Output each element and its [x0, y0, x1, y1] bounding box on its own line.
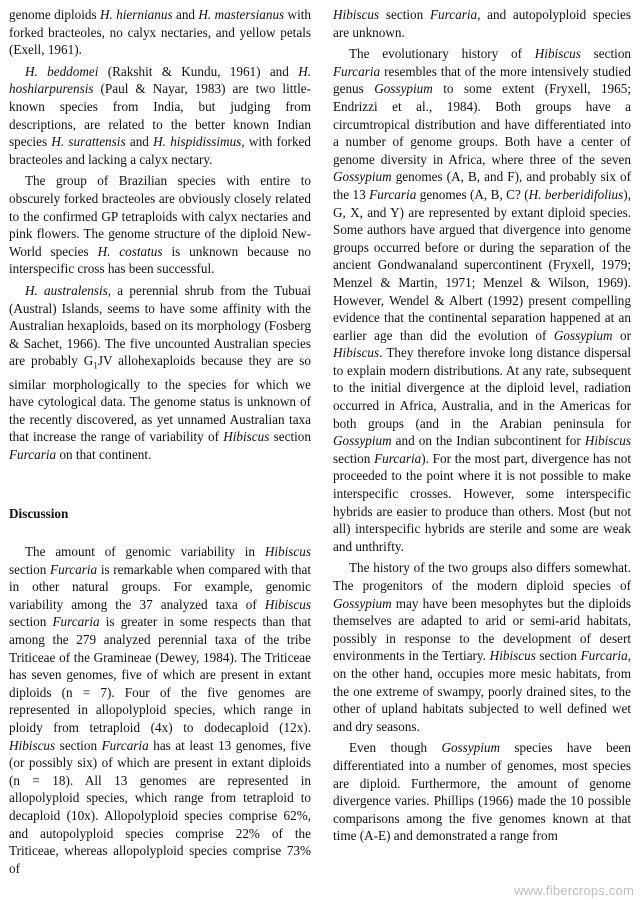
paragraph — [9, 6, 311, 59]
species-name: H. hoshiarpurensis — [9, 63, 312, 97]
genus-name: Gossypium — [333, 433, 392, 449]
text-run: The group of Brazilian species with entire to obscurely forked bracteoles are obviously closely related to the confirmed GP tetraploids with calyx nectaries and pink flowers. The genome structure of the diploid New-World species — [9, 173, 311, 259]
paragraph — [333, 739, 631, 845]
text-run: section — [333, 450, 375, 466]
text-run: species have been differentiated into a number of genomes, most species are diploid. Furthermore, the amount of genome divergence varies. Phillips (1966) made the 10 possible comparisons among the five genomes known at that time (A-E) and demonstrated a range from — [333, 740, 631, 844]
text-run: genomes (A, B, and F), and probably six of the 13 — [333, 169, 631, 202]
genus-name: Gossypium — [374, 81, 433, 97]
text-run: and — [172, 7, 199, 22]
text-run: resembles that of the more intensively studied genus — [333, 63, 631, 97]
text-run: genome diploids — [9, 7, 100, 22]
right-column — [333, 6, 631, 849]
text-run: , a perennial shrub from the Tubuai (Austral) Islands, seems to have some affinity with the Australian hexaploids, based on its morphology (Fosberg & Sachet, 1966). The five uncounted Australian species are probably G — [9, 282, 311, 369]
text-run: ), G, X, and Y) are represented by extant diploid species. Some authors have argued that divergence into genome groups occurred before or during the separation of the ancient Gondwanaland supercontinent (Fryxell, 1979; Menzel & Martin, 1971; Menzel & Wilson, 1969). However, Wendel & Albert (1992) present compelling evidence that the continental separation happened at an earlier age than did the evolution of — [333, 186, 631, 343]
text-run: is greater in some respects than that among the 279 analyzed perennial taxa of the tribe Triticeae of the Gramineae (Dewey, 1984). The Triticeae has seven genomes, five of which are present in extant diploids (n = 7). Four of the five genomes are represented in allopolyploid species, which range in ploidy from tetraploid (4x) to dodecaploid (12x). — [9, 614, 311, 736]
text-run: section — [379, 7, 430, 22]
text-run: section — [9, 614, 53, 630]
genus-name: Hibiscus — [489, 648, 536, 664]
paragraph — [333, 559, 631, 735]
species-name: H. mastersianus — [198, 7, 285, 22]
genus-name: Gossypium — [333, 169, 392, 185]
section-name: Furcaria — [580, 648, 628, 664]
left-column — [9, 6, 311, 881]
section-name: Furcaria — [52, 614, 100, 630]
text-run: has at least 13 genomes, five (or possibly six) of which are present in extant diploids (n = 18). All 13 genomes are represented in allopolyploid species, which range from tetraploid to decaploid (10x). Allopolyploid species comprise 62%, and autopolyploid species comprise 22% of the Triticeae, whereas allopolyploid species comprise 73% of — [9, 737, 311, 876]
text-run: section — [535, 648, 581, 664]
paragraph — [9, 63, 311, 169]
text-run: The history of the two groups also differs somewhat. The progenitors of the modern diploid species of — [333, 560, 631, 593]
text-run: with forked bracteoles, no calyx nectaries, and yellow petals (Exell, 1961). — [9, 7, 311, 58]
text-run: , on the other hand, occupies more mesic habitats, from the one extreme of swampy, poorly drained sites, to the other of upland habitats subjected to well defined wet and dry seasons. — [333, 648, 631, 734]
text-run: JV allohexaploids because they are so similar morphologically to the species for which we have cytological data. The genome status is unknown of the recently discovered, as yet unnamed Australian taxa that increase the range of variability of — [9, 353, 312, 445]
genus-name: Hibiscus — [264, 544, 311, 560]
species-name: H. surattensis — [51, 134, 126, 150]
species-name: H. costatus — [97, 243, 163, 259]
text-run: Even though — [349, 740, 442, 756]
text-run: section — [269, 429, 311, 445]
genus-name: Gossypium — [441, 740, 501, 756]
text-run: ). For the most part, divergence has not proceeded to the point where it is not possible to make interspecific crosses. However, some interspecific hybrids are easier to produce than others. Most (but not all) interspecific hybrids are sterile and some are weak and unthrifty. — [333, 450, 631, 554]
section-name: Furcaria — [369, 186, 417, 202]
text-run: The evolutionary history of — [349, 46, 535, 62]
species-name: H. hispidissimus — [153, 134, 242, 150]
section-name: Furcaria — [50, 561, 98, 577]
text-run: , and autopolyploid species are unknown. — [333, 7, 631, 40]
section-name: Furcaria — [333, 63, 381, 79]
text-run: The amount of genomic variability in — [25, 544, 265, 560]
text-run: on that continent. — [56, 446, 152, 462]
species-name: H. beddomei — [25, 63, 99, 79]
genus-name: Hibiscus — [584, 433, 631, 449]
genus-name: Gossypium — [553, 327, 613, 343]
text-run: (Rakshit & Kundu, 1961) and — [98, 63, 299, 79]
text-run: and — [125, 134, 154, 150]
text-run: is remarkable when compared with that in other natural groups. For example, genomic variability among the 37 analyzed taxa of — [9, 561, 311, 612]
text-run: and on the Indian subcontinent for — [391, 433, 585, 449]
section-name: Furcaria — [101, 737, 149, 753]
species-name: H. hiernianus — [99, 7, 173, 22]
paragraph — [9, 172, 311, 278]
paragraph — [9, 282, 311, 464]
paragraph — [333, 6, 631, 41]
genus-name: Hibiscus — [264, 596, 311, 612]
genus-name: Hibiscus — [9, 737, 56, 753]
text-run: genomes (A, B, C? ( — [416, 186, 529, 202]
paragraph — [9, 543, 311, 877]
text-run: (Paul & Nayar, 1983) are two little-known species from India, but judging from descriptions, are related to the better known Indian species — [9, 81, 311, 150]
text-run: , with forked bracteoles and lacking a calyx nectary. — [9, 134, 311, 167]
text-run: section — [55, 737, 102, 753]
text-run: or — [612, 327, 631, 343]
genus-name: Hibiscus — [333, 345, 380, 361]
text-run: section — [9, 561, 51, 577]
species-name: H. australensis — [25, 282, 108, 298]
text-run: may have been mesophytes but the diploids themselves are adapted to arid or semi-arid habitats, possibly in response to the development of desert environments in the Tertiary. — [333, 595, 631, 664]
text-run: section — [580, 46, 632, 62]
section-name: Furcaria — [9, 446, 57, 462]
text-run: is unknown because no interspecific cross has been successful. — [9, 243, 312, 277]
genus-name: Hibiscus — [223, 429, 270, 445]
watermark-text: www.fibercrops.com — [514, 883, 634, 898]
text-run: to some extent (Fryxell, 1965; Endrizzi et al., 1984). Both groups have a circumtropical distribution and have differentiated into a number of genome groups. Both have a center of genome diversity in Africa, where three of the seven — [333, 81, 631, 167]
genus-name: Hibiscus — [333, 7, 380, 22]
genus-name: Hibiscus — [534, 46, 581, 62]
section-heading: Discussion — [9, 506, 69, 522]
section-name: Furcaria — [429, 7, 478, 22]
text-run: . They therefore invoke long distance dispersal to explain modern distributions. At any rate, subsequent to the initial divergence at the diploid level, radiation occurred in Africa, Australia, and in the Americas for both groups (and in the Arabian peninsula for — [333, 345, 631, 431]
species-name: H. berberidifolius — [528, 186, 624, 202]
section-name: Furcaria — [374, 450, 422, 466]
paragraph — [333, 45, 631, 555]
genome-subscript: 1 — [93, 360, 98, 371]
genus-name: Gossypium — [333, 595, 392, 611]
